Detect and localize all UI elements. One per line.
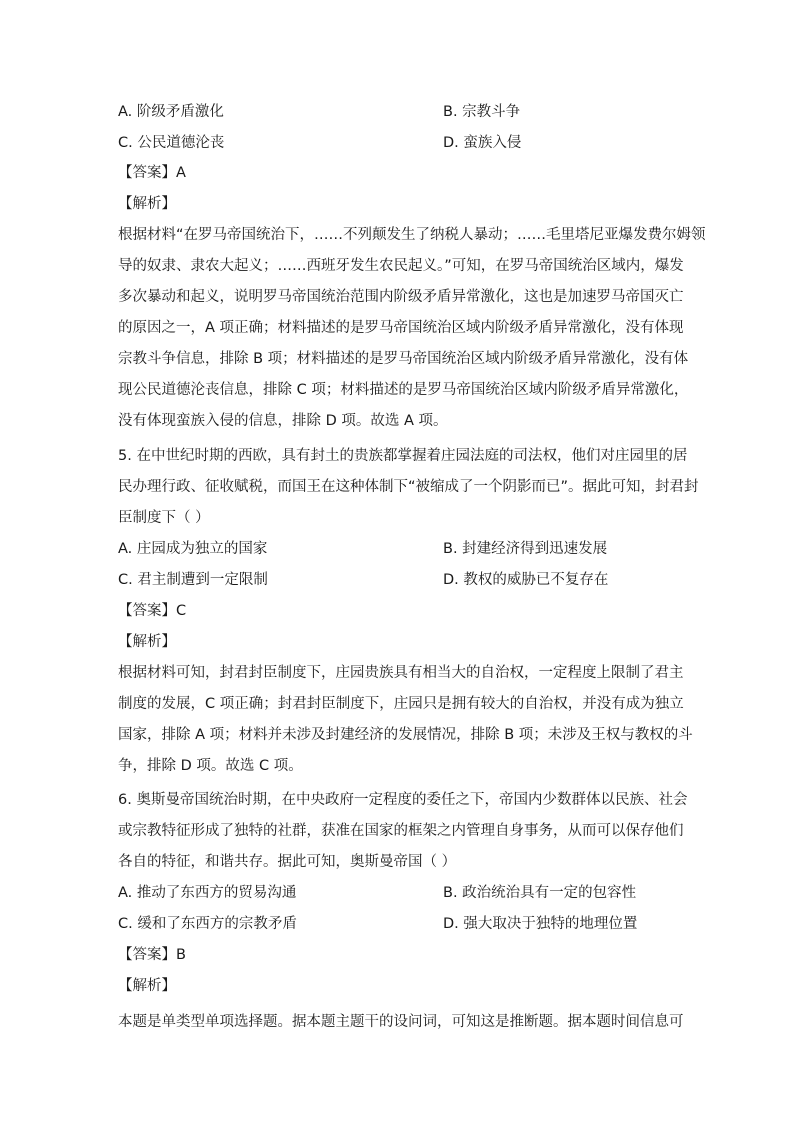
- q4-analysis-line: 没有体现蛮族入侵的信息，排除 D 项。故选 A 项。: [118, 413, 448, 429]
- q5-option-d: D. 教权的威胁已不复存在: [443, 572, 609, 588]
- q4-analysis-line: 宗教斗争信息，排除 B 项；材料描述的是罗马帝国统治区域内阶级矛盾异常激化，没有体: [118, 351, 689, 367]
- q4-answer: 【答案】A: [118, 165, 186, 181]
- q5-option-a: A. 庄园成为独立的国家: [118, 541, 268, 557]
- q4-option-b: B. 宗教斗争: [443, 104, 521, 120]
- q5-analysis-label: 【解析】: [118, 634, 176, 650]
- q6-stem-line: 6. 奥斯曼帝国统治时期，在中央政府一定程度的委任之下，帝国内少数群体以民族、社会: [118, 792, 688, 808]
- q6-stem-line: 或宗教特征形成了独特的社群，获准在国家的框架之内管理自身事务，从而可以保存他们: [118, 823, 684, 839]
- q4-analysis-line: 现公民道德沦丧信息，排除 C 项；材料描述的是罗马帝国统治区域内阶级矛盾异常激化，: [118, 382, 689, 398]
- q5-analysis-line: 根据材料可知，封君封臣制度下，庄园贵族具有相当大的自治权，一定程度上限制了君主: [118, 665, 684, 681]
- q5-option-b: B. 封建经济得到迅速发展: [443, 541, 608, 557]
- q6-answer: 【答案】B: [118, 947, 186, 963]
- q6-analysis-label: 【解析】: [118, 978, 176, 994]
- q5-answer: 【答案】C: [118, 603, 187, 619]
- q5-analysis-line: 制度的发展，C 项正确；封君封臣制度下，庄园只是拥有较大的自治权，并没有成为独立: [118, 696, 684, 712]
- q4-option-a: A. 阶级矛盾激化: [118, 104, 224, 120]
- q5-analysis-line: 国家，排除 A 项；材料并未涉及封建经济的发展情况，排除 B 项；未涉及王权与教权的斗: [118, 727, 693, 743]
- q5-stem-line: 5. 在中世纪时期的西欧，具有封土的贵族都掌握着庄园法庭的司法权，他们对庄园里的居: [118, 448, 688, 464]
- q4-analysis-line: 多次暴动和起义，说明罗马帝国统治范围内阶级矛盾异常激化，这也是加速罗马帝国灭亡: [118, 289, 684, 305]
- q4-analysis-line: 的原因之一，A 项正确；材料描述的是罗马帝国统治区域内阶级矛盾异常激化，没有体现: [118, 320, 684, 336]
- q6-stem-line: 各自的特征，和谐共存。据此可知，奥斯曼帝国（ ）: [118, 854, 457, 870]
- q4-analysis-line: 导的奴隶、隶农大起义；……西班牙发生农民起义。”可知，在罗马帝国统治区域内，爆发: [118, 258, 684, 274]
- q4-analysis-label: 【解析】: [118, 196, 176, 212]
- q6-option-b: B. 政治统治具有一定的包容性: [443, 885, 637, 901]
- q6-analysis-line: 本题是单类型单项选择题。据本题主题干的设问词，可知这是推断题。据本题时间信息可: [118, 1014, 684, 1030]
- q5-option-c: C. 君主制遭到一定限制: [118, 572, 268, 588]
- q4-option-d: D. 蛮族入侵: [443, 135, 522, 151]
- q4-analysis-line: 根据材料“在罗马帝国统治下，……不列颠发生了纳税人暴动；……毛里塔尼亚爆发费尔姆领: [118, 227, 706, 243]
- q5-analysis-line: 争，排除 D 项。故选 C 项。: [118, 758, 303, 774]
- q4-option-c: C. 公民道德沦丧: [118, 135, 225, 151]
- q6-option-d: D. 强大取决于独特的地理位置: [443, 916, 638, 932]
- q6-option-a: A. 推动了东西方的贸易沟通: [118, 885, 297, 901]
- q5-stem-line: 民办理行政、征收赋税，而国王在这种体制下“被缩成了一个阴影而已”。据此可知，封君封: [118, 479, 699, 495]
- q6-option-c: C. 缓和了东西方的宗教矛盾: [118, 916, 297, 932]
- q5-stem-line: 臣制度下（ ）: [118, 510, 210, 526]
